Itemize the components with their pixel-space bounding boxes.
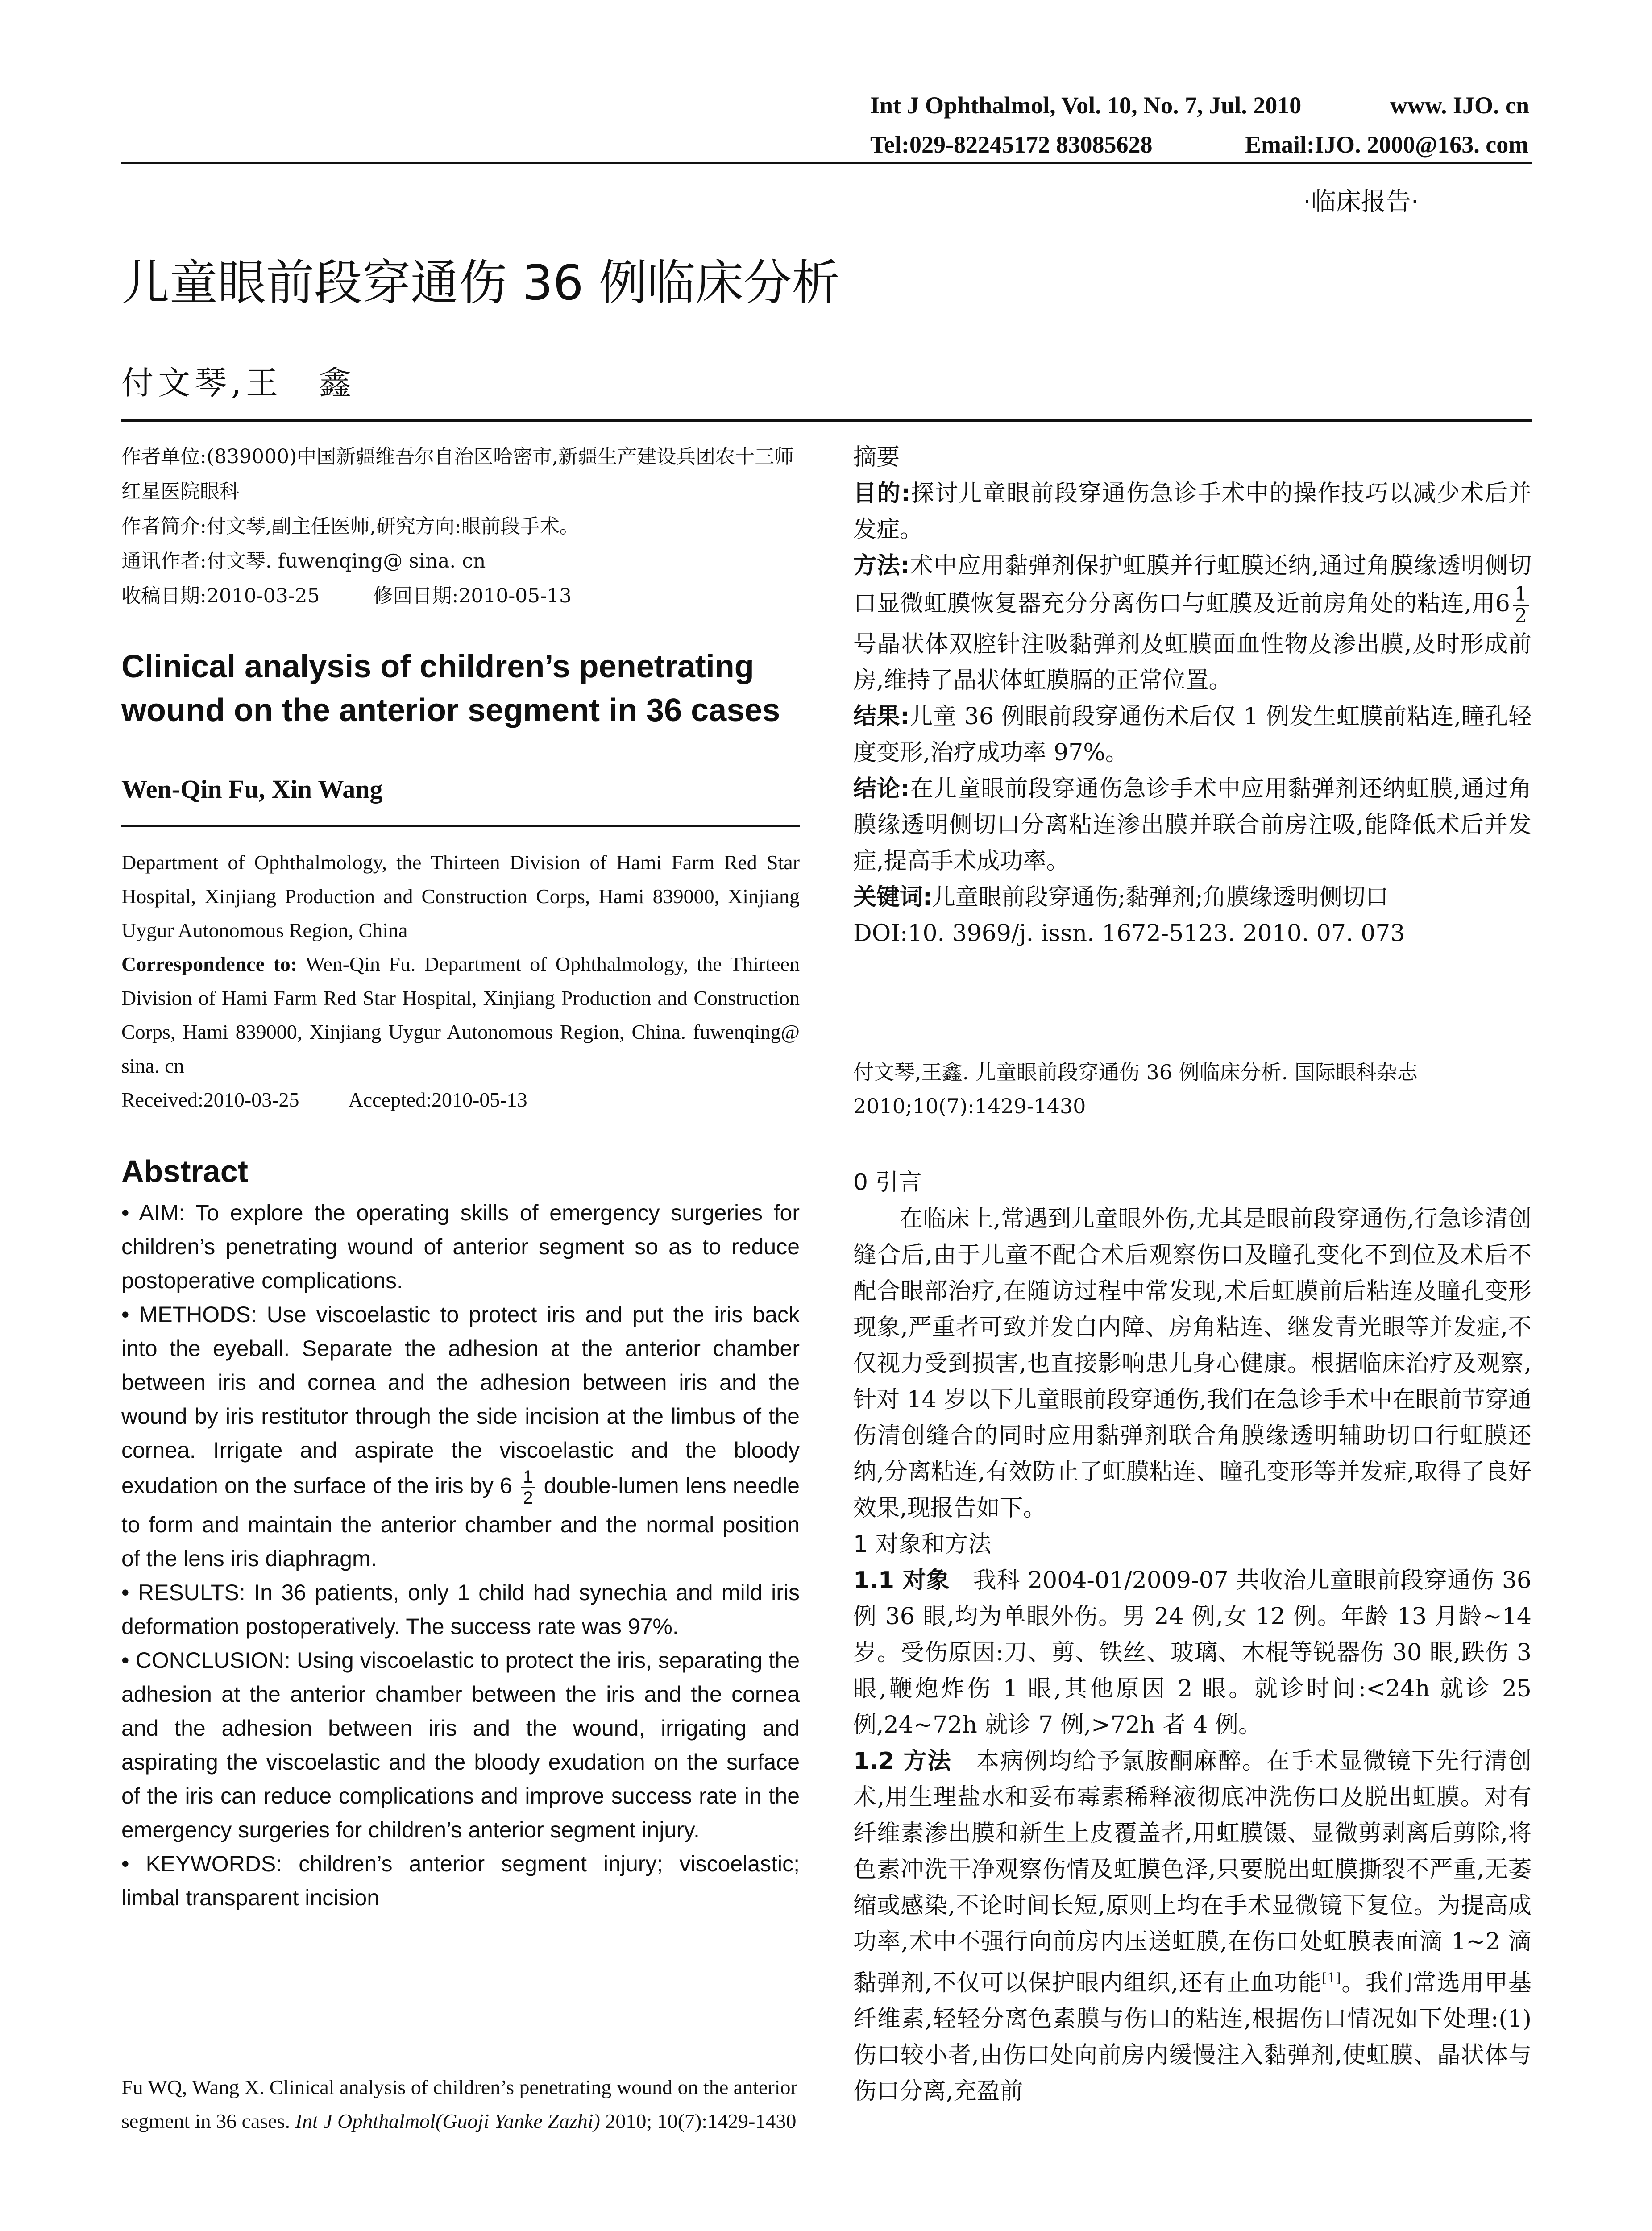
abstract-results-cn bbox=[853, 699, 1532, 771]
abstract-methods-en-a: • METHODS: Use viscoelastic to protect iris and put the iris back into the eyeball. Separate the adhesion at the anterior chamber between iris and cornea and the adhesion between iris and the wound by iris restitutor through the side incision at the limbus of the cornea. Irrigate and aspirate the viscoelastic and the bloody exudation on the surface of the iris by 6 bbox=[121, 1302, 800, 1498]
abstract-heading-en: Abstract bbox=[121, 1154, 248, 1189]
fraction-one-half bbox=[521, 1467, 535, 1508]
abstract-en bbox=[121, 1196, 800, 1915]
journal-email: Email:IJO. 2000@163. com bbox=[1245, 131, 1529, 158]
subjects-paragraph bbox=[853, 1563, 1532, 1743]
intro-text: 在临床上,常遇到儿童眼外伤,尤其是眼前段穿通伤,行急诊清创缝合后,由于儿童不配合术后观察伤口及瞳孔变化不到位及术后不配合眼部治疗,在随访过程中常发现,术后虹膜前后粘连及瞳孔变形现象,严重者可致并发白内障、房角粘连、继发青光眼等并发症,不仅视力受到损害,也直接影响患儿身心健康。根据临床治疗及观察,针对 14 岁以下儿童眼前段穿通伤,我们在急诊手术中在眼前节穿通伤清创缝合的同时应用黏弹剂联合角膜缘透明辅助切口行虹膜还纳,分离粘连,有效防止了虹膜粘连、瞳孔变形等并发症,取得了良好效果,现报告如下。 bbox=[853, 1206, 1532, 1522]
abstract-results-en: • RESULTS: In 36 patients, only 1 child had synechia and mild iris deformation postoperatively. The success rate was 97%. bbox=[121, 1580, 800, 1639]
authors-en: Wen-Qin Fu, Xin Wang bbox=[121, 775, 383, 804]
fraction-denominator: 2 bbox=[523, 1488, 533, 1508]
abstract-methods-en bbox=[121, 1298, 800, 1576]
corresponding-author: 通讯作者:付文琴. fuwenqing@ sina. cn bbox=[121, 550, 486, 572]
author-bio: 作者简介:付文琴,副主任医师,研究方向:眼前段手术。 bbox=[121, 515, 579, 538]
fraction-numerator: 1 bbox=[521, 1467, 535, 1488]
abstract-heading-cn: 摘要 bbox=[853, 444, 900, 471]
methods-heading: 1 对象和方法 bbox=[853, 1531, 992, 1558]
procedure-label: 1.2 方法 bbox=[853, 1748, 952, 1775]
author-notes bbox=[121, 440, 800, 614]
title-en: Clinical analysis of children’s penetrating wound on the anterior segment in 36 cases bbox=[121, 649, 780, 728]
citation-en-journal: Int J Ophthalmol(Guoji Yanke Zazhi) bbox=[295, 2110, 600, 2132]
methods-text-cn-b: 号晶状体双腔针注吸黏弹剂及虹膜面血性物及渗出膜,及时形成前房,维持了晶状体虹膜膈的正常位置。 bbox=[853, 631, 1532, 694]
title-rule bbox=[121, 419, 1532, 422]
authors-cn: 付文琴,王 鑫 bbox=[121, 364, 356, 402]
subjects-text: 我科 2004-01/2009-07 共收治儿童眼前段穿通伤 36 例 36 眼,均为单眼外伤。男 24 例,女 12 例。年龄 13 月龄~14 岁。受伤原因:刀、剪、铁丝、玻璃、木棍等锐器伤 30 眼,跌伤 3 眼,鞭炮炸伤 1 眼,其他原因 2 眼。就诊时间:<24h 就诊 25 例,24~72h 就诊 7 例,>72h 者 4 例。 bbox=[853, 1567, 1532, 1738]
affiliation-rule bbox=[121, 825, 800, 827]
correspondence-label: Correspondence to: bbox=[121, 953, 298, 975]
header-rule bbox=[121, 162, 1532, 164]
revised-date-cn: 修回日期:2010-05-13 bbox=[373, 585, 572, 607]
abstract-conclusion-cn bbox=[853, 771, 1532, 879]
journal-tel: Tel:029-82245172 83085628 bbox=[870, 131, 1153, 158]
subjects-label: 1.1 对象 bbox=[853, 1567, 950, 1594]
dates-en bbox=[121, 1083, 800, 1117]
conclusion-text-cn: 在儿童眼前段穿通伤急诊手术中应用黏弹剂还纳虹膜,通过角膜缘透明侧切口分离粘连渗出膜并联合前房注吸,能降低术后并发症,提高手术成功率。 bbox=[853, 775, 1532, 875]
abstract-keywords-en: • KEYWORDS: children’s anterior segment injury; viscoelastic; limbal transparent incision bbox=[121, 1851, 800, 1910]
intro-heading: 0 引言 bbox=[853, 1169, 922, 1196]
citation-en bbox=[121, 2070, 800, 2138]
aim-text-cn: 探讨儿童眼前段穿通伤急诊手术中的操作技巧以减少术后并发症。 bbox=[853, 480, 1532, 543]
abstract-conclusion-en: • CONCLUSION: Using viscoelastic to protect the iris, separating the adhesion at the anterior chamber between the iris and the cornea and the adhesion between iris and the wound, irrigating and aspirating the viscoelastic and the bloody exudation on the surface of the iris can reduce complications and improve success rate in the emergency surgeries for children’s anterior segment injury. bbox=[121, 1648, 800, 1842]
citation-en-text: Fu WQ, Wang X. Clinical analysis of children’s penetrating wound on the anterior segment in 36 cases. bbox=[121, 2076, 797, 2132]
fraction-numerator-cn: 1 bbox=[1513, 584, 1529, 606]
abstract-keywords-cn bbox=[853, 879, 1532, 916]
procedure-paragraph bbox=[853, 1743, 1532, 2110]
correspondence-en bbox=[121, 947, 800, 1083]
journal-website: www. IJO. cn bbox=[1390, 92, 1530, 119]
results-text-cn: 儿童 36 例眼前段穿通伤术后仅 1 例发生虹膜前粘连,瞳孔轻度变形,治疗成功率 97%。 bbox=[853, 703, 1532, 766]
citation-cn-text: 付文琴,王鑫. 儿童眼前段穿通伤 36 例临床分析. 国际眼科杂志 2010;10(7):1429-1430 bbox=[853, 1060, 1418, 1118]
received-date-cn: 收稿日期:2010-03-25 bbox=[121, 585, 320, 607]
fraction-one-half-cn bbox=[1513, 584, 1529, 626]
abstract-aim-en: • AIM: To explore the operating skills of emergency surgeries for children’s penetrating wound of anterior segment so as to reduce postoperative complications. bbox=[121, 1200, 800, 1293]
abstract-methods-en-b: double-lumen lens needle to form and maintain the anterior chamber and the normal position of the lens iris diaphragm. bbox=[121, 1473, 800, 1571]
abstract-cn bbox=[853, 476, 1532, 952]
keywords-text-cn: 儿童眼前段穿通伤;黏弹剂;角膜缘透明侧切口 bbox=[932, 884, 1389, 911]
doi: DOI:10. 3969/j. issn. 1672-5123. 2010. 07. 073 bbox=[853, 920, 1405, 947]
correspondence-text: Wen-Qin Fu. Department of Ophthalmology, the Thirteen Division of Hami Farm Red Star Hospital, Xinjiang Production and Construction Corps, Hami 839000, Xinjiang Uygur Autonomous Region, China. fuwenqing@ sina. cn bbox=[121, 953, 800, 1077]
received-date-en: Received:2010-03-25 bbox=[121, 1088, 299, 1111]
abstract-methods-cn bbox=[853, 548, 1532, 699]
citation-cn bbox=[853, 1055, 1532, 1123]
keywords-label-cn: 关键词: bbox=[853, 884, 932, 911]
author-unit: 作者单位:(839000)中国新疆维吾尔自治区哈密市,新疆生产建设兵团农十三师红星医院眼科 bbox=[121, 445, 794, 503]
body-cn bbox=[853, 1201, 1532, 2110]
aim-label-cn: 目的: bbox=[853, 480, 910, 507]
methods-label-cn: 方法: bbox=[853, 552, 910, 579]
page-title: 儿童眼前段穿通伤 36 例临床分析 bbox=[121, 255, 840, 311]
conclusion-label-cn: 结论: bbox=[853, 775, 910, 802]
procedure-text: 本病例均给予氯胺酮麻醉。在手术显微镜下先行清创术,用生理盐水和妥布霉素稀释液彻底冲洗伤口及脱出虹膜。对有纤维素渗出膜和新生上皮覆盖者,用虹膜镊、显微剪剥离后剪除,将色素冲洗干净观察伤情及虹膜色泽,只要脱出虹膜撕裂不严重,无萎缩或感染,不论时间长短,原则上均在手术显微镜下复位。为提高成功率,术中不强行向前房内压送虹膜,在伤口处虹膜表面滴 1~2 滴黏弹剂,不仅可以保护眼内组织,还有止血功能 bbox=[853, 1748, 1532, 1997]
affiliation-en-block bbox=[121, 846, 800, 1117]
section-tag: ·临床报告· bbox=[1303, 187, 1419, 216]
affiliation-en: Department of Ophthalmology, the Thirteen Division of Hami Farm Red Star Hospital, Xinjiang Production and Construction Corps, Hami 839000, Xinjiang Uygur Autonomous Region, China bbox=[121, 851, 800, 941]
procedure-text-b: 。我们常选用甲基纤维素,轻轻分离色素膜与伤口的粘连,根据伤口情况如下处理:(1)伤口较小者,由伤口处向前房内缓慢注入黏弹剂,使虹膜、晶状体与伤口分离,充盈前 bbox=[853, 1970, 1532, 2105]
results-label-cn: 结果: bbox=[853, 703, 909, 730]
journal-info: Int J Ophthalmol, Vol. 10, No. 7, Jul. 2010 bbox=[870, 92, 1302, 119]
dates-cn bbox=[121, 579, 800, 614]
methods-text-cn-a: 术中应用黏弹剂保护虹膜并行虹膜还纳,通过角膜缘透明侧切口显微虹膜恢复器充分分离伤口与虹膜及近前房角处的粘连,用6 bbox=[853, 552, 1532, 617]
accepted-date-en: Accepted:2010-05-13 bbox=[348, 1088, 527, 1111]
reference-1[interactable]: [1] bbox=[1322, 1970, 1341, 1986]
abstract-aim-cn bbox=[853, 476, 1532, 548]
fraction-denominator-cn: 2 bbox=[1515, 605, 1527, 627]
citation-en-tail: 2010; 10(7):1429-1430 bbox=[600, 2110, 797, 2132]
